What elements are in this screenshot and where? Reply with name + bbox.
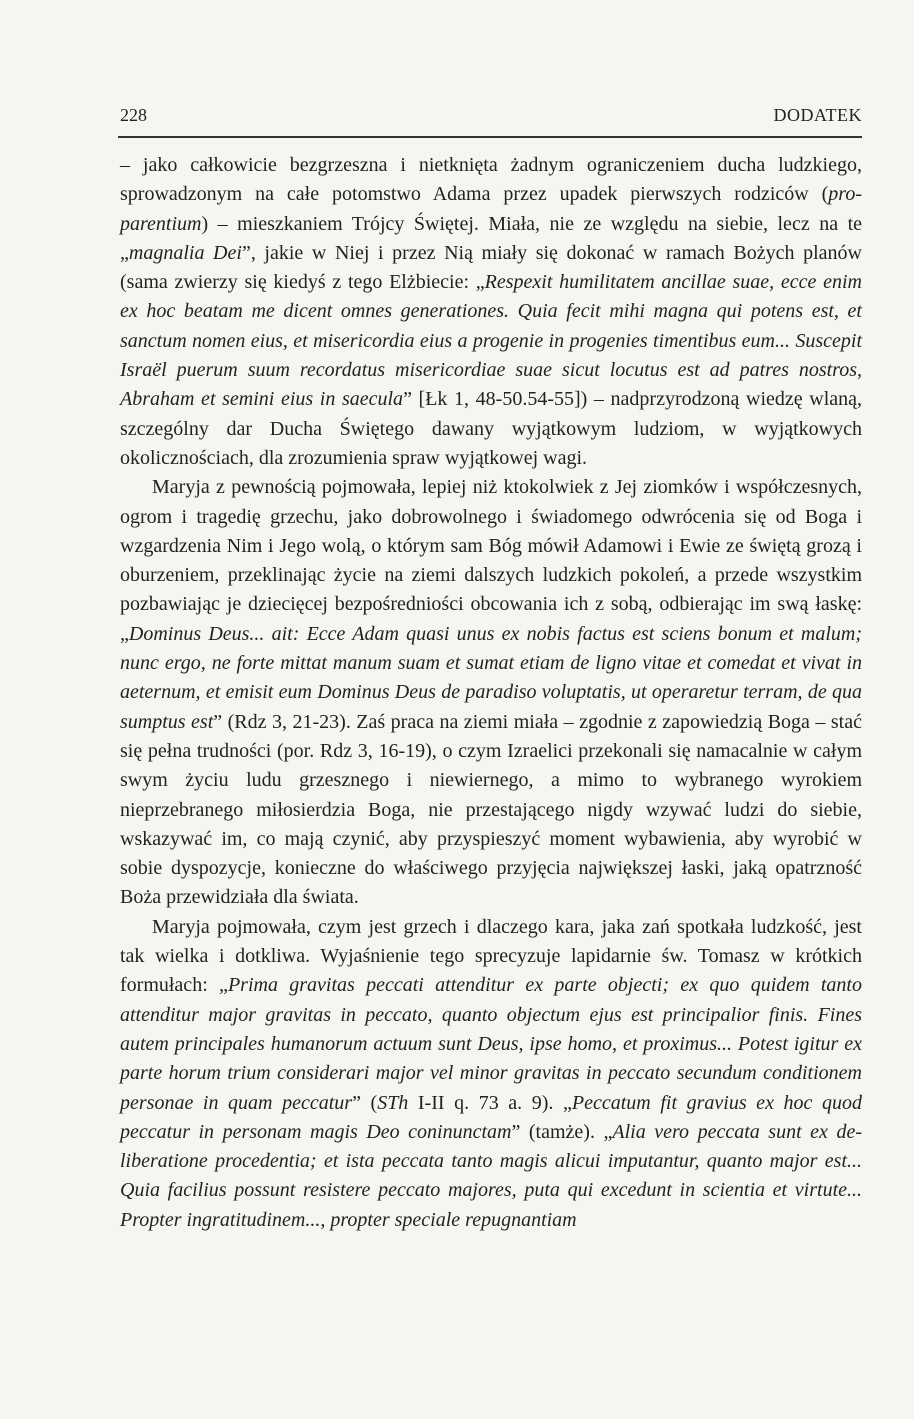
text-run: ”, jakie w Niej i przez Nią miały się dokonać w ramach Bożych planów (sama zwierzy się kiedyś z tego Elżbiecie: „ bbox=[120, 241, 862, 294]
italic-text: STh bbox=[377, 1091, 409, 1114]
paragraph bbox=[120, 913, 862, 1235]
paragraph bbox=[120, 473, 862, 912]
paragraph bbox=[120, 151, 862, 473]
running-head: DODATEK bbox=[773, 105, 862, 125]
italic-text: Prima gravitas peccati attenditur ex parte objecti; ex quo quidem tanto attenditur major gravitas in peccato, quanto objectum ejus est principalior finis. Fines autem principales humanorum actuum sunt Deus, ipse homo, et proximus... Potest igitur ex parte horum trium considerari major vel minor gravitas in peccato secundum conditionem personae in quam peccatur bbox=[120, 974, 862, 1114]
page-header bbox=[120, 105, 862, 129]
italic-text: pro-parentium bbox=[120, 183, 862, 235]
text-run: ) – mieszkaniem Trójcy Świętej. Miała, nie ze względu na siebie, lecz na te „ bbox=[120, 212, 862, 264]
page-number: 228 bbox=[120, 105, 147, 125]
header-rule bbox=[118, 136, 862, 138]
text-run: ” (tamże). „ bbox=[511, 1120, 613, 1143]
italic-text: Dominus Deus... ait: Ecce Adam quasi unus ex nobis factus est sciens bonum et malum; nunc ergo, ne forte mittat manum suam et sumat etiam de ligno vitae et comedat et vivat in aeternum, et emisit eum Dominus Deus de paradiso voluptatis, ut operaretur terram, de qua sumptus est bbox=[120, 622, 862, 733]
text-run: ” ( bbox=[352, 1091, 378, 1114]
italic-text: Alia vero peccata sunt ex deliberatione procedentia; et ista peccata tanto magis alicui imputantur, quanto major est... Quia facilius possunt resistere peccato majores, puta qui excedunt in scientia et virtute... Propter ingratitudinem..., propter speciale repugnantiam bbox=[120, 1120, 862, 1231]
text-run: Maryja pojmowała, czym jest grzech i dlaczego kara, jaka zań spotkała ludzkość, jest tak wielka i dotkliwa. Wyjaśnienie tego sprecyzuje lapidarnie św. Tomasz w krótkich formułach: „ bbox=[120, 915, 862, 997]
text-run: ” (Rdz 3, 21-23). Zaś praca na ziemi miała – zgodnie z zapowiedzią Boga – stać się pełna trudności (por. Rdz 3, 16-19), o czym Izraelici przekonali się namacalnie w całym swym życiu ludu grzesznego i niewiernego, a mimo to wybranego wyrokiem nieprzebranego miłosierdzia Boga, nie przestającego nigdy wzywać ludzi do siebie, wskazywać im, co mają czynić, aby przyspieszyć moment wybawienia, aby wyrobić w sobie dyspozycje, konieczne do właściwego przyjęcia największej łaski, jaką opatrzność Boża przewidziała dla świata. bbox=[120, 710, 862, 909]
text-run: – jako całkowicie bezgrzeszna i nietknięta żadnym ograniczeniem ducha ludzkiego, sprowadzonym na całe potomstwo Adama przez upadek pierwszych rodziców ( bbox=[120, 154, 862, 206]
text-run: I-II q. 73 a. 9). „ bbox=[408, 1091, 572, 1114]
italic-text: Peccatum fit gravius ex hoc quod peccatur in personam magis Deo coninunctam bbox=[120, 1091, 862, 1143]
text-run: Maryja z pewnością pojmowała, lepiej niż ktokolwiek z Jej ziomków i współczesnych, ogrom i tragedię grzechu, jako dobrowolnego i świadomego odwrócenia się od Boga i wzgardzenia Nim i Jego wolą, o którym sam Bóg mówił Adamowi i Ewie ze świętą grozą i oburzeniem, przeklinając życie na ziemi dalszych ludzkich pokoleń, a przede wszystkim pozbawiając je dziecięcej bezpośredniości obcowania ich z sobą, odbierając im swą łaskę: „ bbox=[120, 476, 862, 645]
italic-text: magnalia Dei bbox=[128, 241, 242, 264]
italic-text: Respexit humilitatem ancillae suae, ecce enim ex hoc beatam me dicent omnes generationes. Quia fecit mihi magna qui potens est, et sanctum nomen eius, et misericordia eius a progenie in progenies timentibus eum... Suscepit Israël puerum suum recordatus misericordiae suae sicut locutus est ad patres nostros, Abraham et semini eius in saecula bbox=[120, 271, 862, 411]
body-text bbox=[120, 151, 862, 1235]
text-run: ” [Łk 1, 48-50.54-55]) – nadprzyrodzoną wiedzę wlaną, szczególny dar Ducha Świętego dawany wyjątkowym ludziom, w wyjątkowych okolicznościach, dla zrozumienia spraw wyjątkowej wagi. bbox=[120, 388, 862, 469]
